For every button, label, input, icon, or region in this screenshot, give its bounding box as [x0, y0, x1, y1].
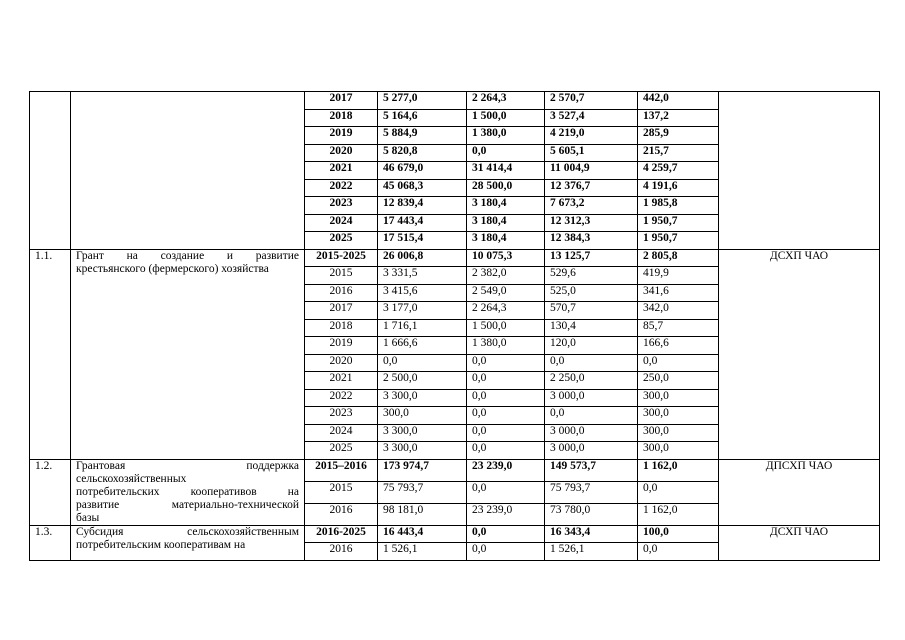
total-cell: 17 515,4: [378, 232, 467, 250]
section-description: [71, 249, 305, 459]
year-cell: 2025: [305, 232, 378, 250]
description-line: потребительским кооперативам на: [76, 538, 246, 551]
other-sources-cell: 215,7: [638, 144, 719, 162]
year-cell: 2024: [305, 214, 378, 232]
total-cell: 98 181,0: [378, 503, 467, 525]
total-cell: 1 666,6: [378, 337, 467, 355]
other-sources-cell: 300,0: [638, 389, 719, 407]
year-cell: 2016: [305, 543, 378, 561]
other-sources-cell: 1 162,0: [638, 503, 719, 525]
year-cell: 2016: [305, 503, 378, 525]
other-sources-cell: 1 950,7: [638, 214, 719, 232]
other-sources-cell: 137,2: [638, 109, 719, 127]
total-cell: 46 679,0: [378, 162, 467, 180]
total-cell: 75 793,7: [378, 481, 467, 503]
other-sources-cell: 85,7: [638, 319, 719, 337]
regional-budget-cell: 12 312,3: [545, 214, 638, 232]
table-row: [30, 249, 880, 267]
year-cell: 2015–2016: [305, 459, 378, 481]
regional-budget-cell: 12 384,3: [545, 232, 638, 250]
regional-budget-cell: 2 570,7: [545, 92, 638, 110]
federal-budget-cell: 2 549,0: [467, 284, 545, 302]
other-sources-cell: 300,0: [638, 407, 719, 425]
total-cell: 3 331,5: [378, 267, 467, 285]
total-cell: 2 500,0: [378, 372, 467, 390]
year-cell: 2016-2025: [305, 525, 378, 543]
year-cell: 2019: [305, 127, 378, 145]
regional-budget-cell: 525,0: [545, 284, 638, 302]
total-cell: 1 716,1: [378, 319, 467, 337]
year-cell: 2025: [305, 442, 378, 460]
other-sources-cell: 0,0: [638, 543, 719, 561]
year-cell: 2024: [305, 424, 378, 442]
year-cell: 2022: [305, 389, 378, 407]
regional-budget-cell: 0,0: [545, 354, 638, 372]
year-cell: 2017: [305, 92, 378, 110]
total-cell: 3 177,0: [378, 302, 467, 320]
other-sources-cell: 300,0: [638, 424, 719, 442]
executor-cell-empty: [719, 92, 880, 250]
regional-budget-cell: 570,7: [545, 302, 638, 320]
regional-budget-cell: 4 219,0: [545, 127, 638, 145]
year-cell: 2021: [305, 162, 378, 180]
federal-budget-cell: 31 414,4: [467, 162, 545, 180]
regional-budget-cell: 13 125,7: [545, 249, 638, 267]
other-sources-cell: 342,0: [638, 302, 719, 320]
total-cell: 3 300,0: [378, 442, 467, 460]
description-cell-empty: [71, 92, 305, 250]
total-cell: 16 443,4: [378, 525, 467, 543]
section-index: 1.3.: [30, 525, 71, 560]
regional-budget-cell: 2 250,0: [545, 372, 638, 390]
regional-budget-cell: 149 573,7: [545, 459, 638, 481]
other-sources-cell: 4 259,7: [638, 162, 719, 180]
other-sources-cell: 166,6: [638, 337, 719, 355]
other-sources-cell: 100,0: [638, 525, 719, 543]
section-index: 1.2.: [30, 459, 71, 525]
description-line: потребительских кооперативов на: [76, 485, 299, 498]
executor-cell: ДПСХП ЧАО: [719, 459, 880, 525]
regional-budget-cell: 16 343,4: [545, 525, 638, 543]
federal-budget-cell: 0,0: [467, 354, 545, 372]
table-row: [30, 92, 880, 110]
federal-budget-cell: 23 239,0: [467, 503, 545, 525]
year-cell: 2023: [305, 407, 378, 425]
total-cell: 300,0: [378, 407, 467, 425]
description-line: Грантовая поддержка: [76, 459, 299, 472]
description-line: крестьянского (фермерского) хозяйства: [76, 262, 269, 275]
total-cell: 5 884,9: [378, 127, 467, 145]
description-line: Грант на создание и развитие: [76, 249, 299, 262]
other-sources-cell: 1 162,0: [638, 459, 719, 481]
section-description: [71, 459, 305, 525]
total-cell: 3 300,0: [378, 389, 467, 407]
other-sources-cell: 250,0: [638, 372, 719, 390]
year-cell: 2018: [305, 109, 378, 127]
federal-budget-cell: 1 380,0: [467, 337, 545, 355]
regional-budget-cell: 7 673,2: [545, 197, 638, 215]
federal-budget-cell: 2 264,3: [467, 302, 545, 320]
federal-budget-cell: 0,0: [467, 424, 545, 442]
regional-budget-cell: 11 004,9: [545, 162, 638, 180]
federal-budget-cell: 23 239,0: [467, 459, 545, 481]
executor-cell: ДСХП ЧАО: [719, 525, 880, 560]
year-cell: 2018: [305, 319, 378, 337]
other-sources-cell: 442,0: [638, 92, 719, 110]
total-cell: 5 277,0: [378, 92, 467, 110]
table-row: [30, 525, 880, 543]
year-cell: 2022: [305, 179, 378, 197]
other-sources-cell: 285,9: [638, 127, 719, 145]
federal-budget-cell: 0,0: [467, 525, 545, 543]
total-cell: 45 068,3: [378, 179, 467, 197]
year-cell: 2015: [305, 267, 378, 285]
year-cell: 2015-2025: [305, 249, 378, 267]
federal-budget-cell: 0,0: [467, 144, 545, 162]
table-body: [30, 92, 880, 561]
other-sources-cell: 300,0: [638, 442, 719, 460]
regional-budget-cell: 75 793,7: [545, 481, 638, 503]
program-funding-table: [29, 91, 880, 561]
total-cell: 3 415,6: [378, 284, 467, 302]
year-cell: 2023: [305, 197, 378, 215]
federal-budget-cell: 2 382,0: [467, 267, 545, 285]
federal-budget-cell: 1 380,0: [467, 127, 545, 145]
total-cell: 173 974,7: [378, 459, 467, 481]
other-sources-cell: 2 805,8: [638, 249, 719, 267]
other-sources-cell: 1 950,7: [638, 232, 719, 250]
federal-budget-cell: 3 180,4: [467, 214, 545, 232]
federal-budget-cell: 0,0: [467, 372, 545, 390]
federal-budget-cell: 0,0: [467, 481, 545, 503]
federal-budget-cell: 1 500,0: [467, 319, 545, 337]
federal-budget-cell: 28 500,0: [467, 179, 545, 197]
total-cell: 26 006,8: [378, 249, 467, 267]
index-cell-empty: [30, 92, 71, 250]
total-cell: 5 164,6: [378, 109, 467, 127]
year-cell: 2019: [305, 337, 378, 355]
regional-budget-cell: 3 527,4: [545, 109, 638, 127]
year-cell: 2016: [305, 284, 378, 302]
federal-budget-cell: 0,0: [467, 442, 545, 460]
table-row: [30, 459, 880, 481]
federal-budget-cell: 10 075,3: [467, 249, 545, 267]
year-cell: 2020: [305, 144, 378, 162]
other-sources-cell: 4 191,6: [638, 179, 719, 197]
total-cell: 0,0: [378, 354, 467, 372]
section-index: 1.1.: [30, 249, 71, 459]
federal-budget-cell: 1 500,0: [467, 109, 545, 127]
total-cell: 12 839,4: [378, 197, 467, 215]
description-line: базы: [76, 511, 100, 524]
year-cell: 2017: [305, 302, 378, 320]
total-cell: 17 443,4: [378, 214, 467, 232]
year-cell: 2015: [305, 481, 378, 503]
regional-budget-cell: 3 000,0: [545, 424, 638, 442]
total-cell: 5 820,8: [378, 144, 467, 162]
federal-budget-cell: 2 264,3: [467, 92, 545, 110]
regional-budget-cell: 529,6: [545, 267, 638, 285]
regional-budget-cell: 12 376,7: [545, 179, 638, 197]
regional-budget-cell: 120,0: [545, 337, 638, 355]
regional-budget-cell: 3 000,0: [545, 389, 638, 407]
section-description: [71, 525, 305, 560]
regional-budget-cell: 73 780,0: [545, 503, 638, 525]
federal-budget-cell: 0,0: [467, 407, 545, 425]
regional-budget-cell: 1 526,1: [545, 543, 638, 561]
description-line: развитие материально-технической: [76, 498, 299, 511]
other-sources-cell: 419,9: [638, 267, 719, 285]
federal-budget-cell: 3 180,4: [467, 232, 545, 250]
description-line: Субсидия сельскохозяйственным: [76, 525, 299, 538]
year-cell: 2020: [305, 354, 378, 372]
regional-budget-cell: 130,4: [545, 319, 638, 337]
regional-budget-cell: 0,0: [545, 407, 638, 425]
other-sources-cell: 1 985,8: [638, 197, 719, 215]
year-cell: 2021: [305, 372, 378, 390]
description-line: сельскохозяйственных: [76, 472, 187, 485]
executor-cell: ДСХП ЧАО: [719, 249, 880, 459]
other-sources-cell: 341,6: [638, 284, 719, 302]
other-sources-cell: 0,0: [638, 354, 719, 372]
total-cell: 3 300,0: [378, 424, 467, 442]
regional-budget-cell: 5 605,1: [545, 144, 638, 162]
federal-budget-cell: 0,0: [467, 543, 545, 561]
regional-budget-cell: 3 000,0: [545, 442, 638, 460]
federal-budget-cell: 3 180,4: [467, 197, 545, 215]
other-sources-cell: 0,0: [638, 481, 719, 503]
total-cell: 1 526,1: [378, 543, 467, 561]
federal-budget-cell: 0,0: [467, 389, 545, 407]
